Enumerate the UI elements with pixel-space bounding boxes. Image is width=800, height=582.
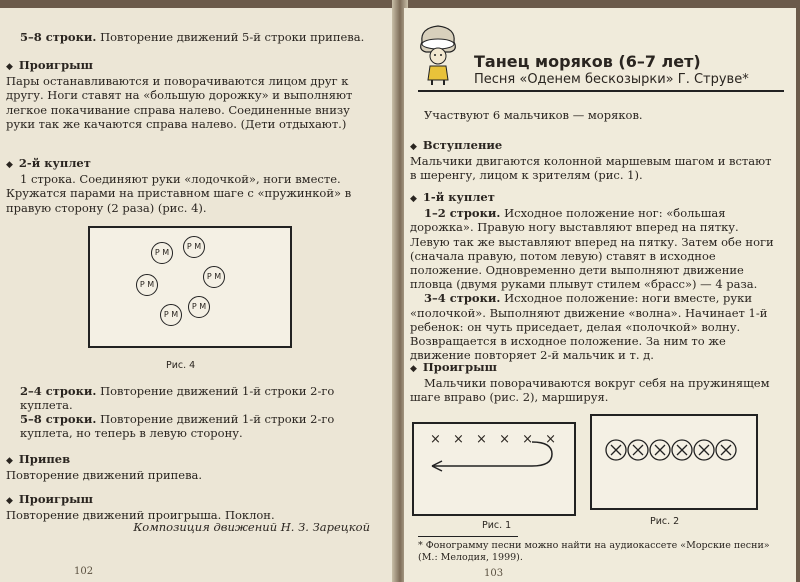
section-text: Пары останавливаются и поворачиваются лицом друг к другу. Ноги ставят на «большую дорожку» и выполняют легкое покачивание справа налево. Соединенные внизу руки так же качаются справа налево. (Дети отдыхают.)	[6, 74, 353, 131]
pair-circle: Р М	[203, 266, 225, 288]
bullet-icon: ◆	[6, 496, 13, 506]
section-heading: ◆ Проигрыш	[6, 58, 93, 72]
intro-section	[410, 138, 776, 183]
kuplet-1-section	[410, 190, 776, 362]
figure-1	[412, 422, 576, 516]
pripev-section	[6, 452, 366, 482]
strophe-2-4: 2–4 строки. Повторение движений 1-й строки 2-го куплета.	[20, 384, 335, 413]
section-heading: ◆ 1-й куплет	[410, 190, 495, 204]
sailor-boy-icon	[416, 22, 460, 86]
strophe-label: 5–8 строки.	[20, 30, 97, 44]
strophe-5-8-kuplet2: 5–8 строки. Повторение движений 1-й строки 2-го куплета, но теперь в левую сторону.	[20, 412, 335, 441]
section-heading: ◆ Проигрыш	[6, 492, 93, 506]
bullet-icon: ◆	[6, 456, 13, 466]
pair-circle: Р М	[188, 296, 210, 318]
proigrysh-section-2	[6, 492, 366, 522]
participants: Участвуют 6 мальчиков — моряков.	[424, 108, 643, 122]
march-path-arrow	[414, 424, 574, 514]
page-number: 102	[74, 566, 94, 577]
pair-circle: Р М	[160, 304, 182, 326]
header-rule	[418, 90, 784, 92]
figure-1-caption: Рис. 1	[482, 520, 512, 531]
kuplet-2-section	[6, 156, 366, 215]
section-text: 1 строка. Соединяют руки «лодочкой», ноги вместе. Кружатся парами на приставном шаге с «пружинкой» в правую сторону (2 раза) (рис. 4).	[6, 172, 352, 215]
figure-4	[88, 226, 292, 348]
proigrysh-section-1	[6, 58, 366, 131]
section-heading: ◆ 2-й куплет	[6, 156, 91, 170]
dance-title: Танец моряков (6–7 лет)	[474, 52, 701, 71]
right-page	[404, 8, 796, 582]
bullet-icon: ◆	[6, 160, 13, 170]
left-page	[0, 8, 396, 582]
section-text: Повторение движений проигрыша. Поклон.	[6, 508, 275, 523]
section-heading: ◆ Вступление	[410, 138, 503, 152]
strophe-text: Повторение движений 5-й строки припева.	[96, 30, 365, 44]
section-text: Мальчики двигаются колонной маршевым шагом и встают в шеренгу, лицом к зрителям (рис. 1).	[410, 154, 772, 183]
bullet-icon: ◆	[410, 364, 417, 374]
section-heading: ◆ Припев	[6, 452, 71, 466]
section-text: Повторение движений припева.	[6, 468, 203, 483]
figure-2-caption: Рис. 2	[650, 516, 680, 527]
figure-2	[590, 414, 758, 510]
pair-circle: Р М	[183, 236, 205, 258]
strophe-3-4: 3–4 строки. Исходное положение: ноги вместе, руки «полочкой». Выполняют движение «волна». Начинает 1-й ребенок: он чуть приседает, делая «полочкой» волну. Возвращается в исходное положение. За ним то же движение повторяет 2-й мальчик и т. д.	[410, 291, 768, 363]
bullet-icon: ◆	[410, 142, 417, 152]
strophe-5-8	[20, 30, 365, 44]
section-heading: ◆ Проигрыш	[410, 360, 497, 374]
pair-circle: Р М	[151, 242, 173, 264]
footnote: * Фонограмму песни можно найти на аудиокассете «Морские песни» (М.: Мелодия, 1999).	[418, 540, 770, 563]
figure-4-caption: Рис. 4	[166, 360, 196, 371]
song-subtitle: Песня «Оденем бескозырки» Г. Струве*	[474, 72, 749, 87]
boys-marks: × × × × × ×	[430, 432, 561, 447]
section-text: Мальчики поворачиваются вокруг себя на пружинящем шаге вправо (рис. 2), маршируя.	[410, 376, 770, 405]
pair-circle: Р М	[136, 274, 158, 296]
strophe-1-2: 1–2 строки. Исходное положение ног: «большая дорожка». Правую ногу выставляют вперед на пятку. Левую так же выставляют вперед на пятку. Затем обе ноги (сначала правую, потом левую) ставят в исходное положение. Одновременно дети выполняют движение пловца (двумя руками плывут стилем «брасс») — 4 раза.	[410, 206, 774, 292]
turning-boys-diagram	[592, 416, 756, 508]
footnote-rule	[418, 536, 518, 537]
choreography-credit: Композиция движений Н. З. Зарецкой	[133, 520, 370, 534]
bullet-icon: ◆	[6, 62, 13, 72]
bullet-icon: ◆	[410, 194, 417, 204]
page-number: 103	[484, 568, 504, 579]
proigrysh-section-right	[410, 360, 776, 405]
